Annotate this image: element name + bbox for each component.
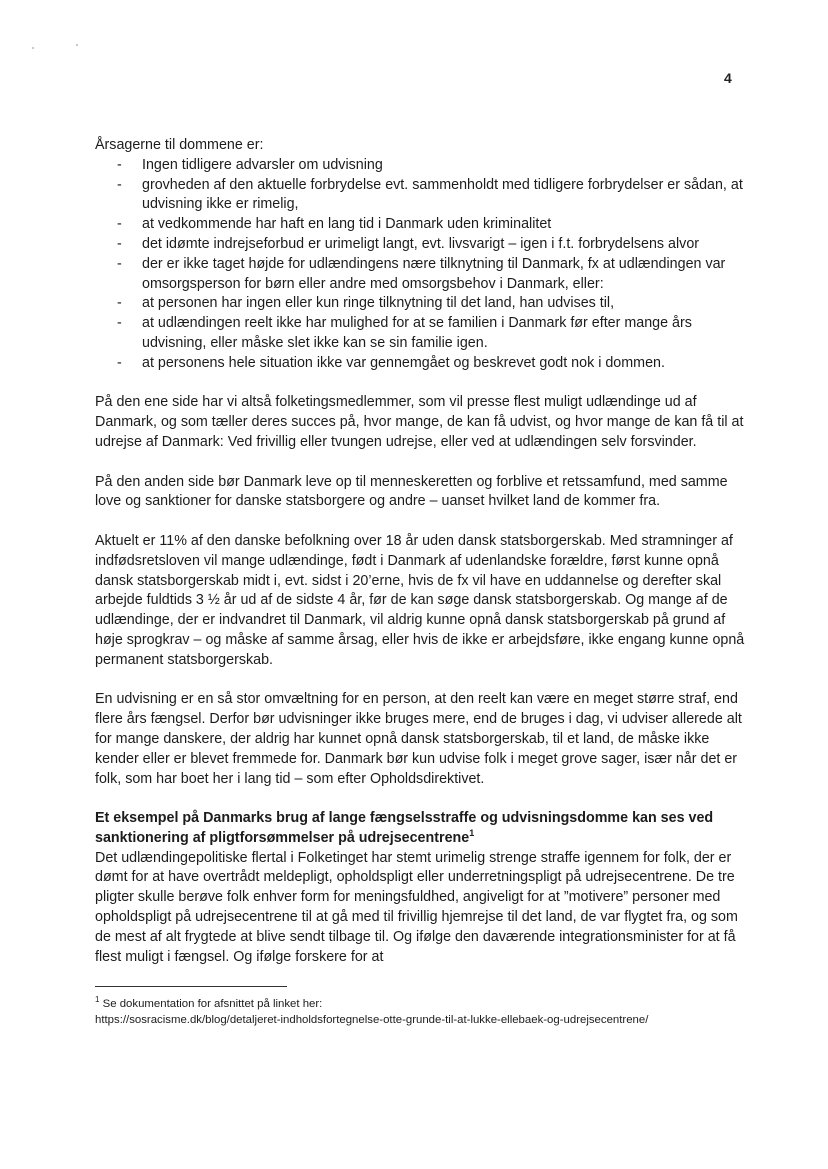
section-body: Det udlændingepolitiske flertal i Folketinget har stemt urimelig strenge straffe igennem for folk, der er dømt for at have overtrådt meldepligt, opholdspligt eller underretningspligt på udrejsecentrene. De tre pligter skulle berøve folk enhver form for meningsfuldhed, angiveligt for at ”motivere” personer med opholdspligt på udrejsecentrene til at gå med til frivillig hjemrejse til det land, de var flygtet fra, og som de mest af alt frygtede at blive sendt tilbage til. Og ifølge den daværende integrationsminister for at få flest muligt i fængsel. Og ifølge forskere for at — [95, 849, 738, 965]
scan-speck — [76, 44, 78, 46]
footnotes — [95, 996, 755, 1028]
footnote-marker: 1 — [95, 995, 100, 1005]
footnote-url[interactable]: https://sosracisme.dk/blog/detaljeret-indholdsfortegnelse-otte-grunde-til-at-lukke-ellebaek-og-udrejsecentrene/ — [95, 1014, 649, 1026]
paragraph-deportation: En udvisning er en så stor omvæltning for en person, at den reelt kan være en meget større straf, end flere års fængsel. Derfor bør udvisninger ikke bruges mere, end de bruges i dag, vi udviser allerede alt for mange danskere, der aldrig har kunnet opnå dansk statsborgerskab, til et land, de måske ikke kender eller er blevet fremmede for. Danmark bør kun udvise folk i meget grove sager, især når det er folk, som har boet her i lang tid – som efter Opholdsdirektivet. — [95, 691, 742, 787]
list-item: - at vedkommende har haft en lang tid i Danmark uden kriminalitet — [95, 215, 745, 235]
list-item: - at personen har ingen eller kun ringe tilknytning til det land, han udvises til, — [95, 294, 745, 314]
list-item: - Ingen tidligere advarsler om udvisning — [95, 156, 745, 176]
reasons-list — [95, 156, 745, 374]
paragraph-citizenship: Aktuelt er 11% af den danske befolkning over 18 år uden dansk statsborgerskab. Med stramninger af indfødsretsloven vil mange udlændinge, født i Danmark af udenlandske forældre, først kunne opnå dansk statsborgerskab midt i, evt. sidst i 20’erne, hvis de fx vil have en uddannelse og derefter skal arbejde fuldtids 3 ½ år ud af de sidste 4 år, før de kan søge dansk statsborgerskab. Og mange af de udlændinge, der er indvandret til Danmark, vil aldrig kunne opnå dansk statsborgerskab på grund af høje sprogkrav – og måske af samme årsag, eller hvis de ikke er arbejdsføre, ikke engang kunne opnå permanent statsborgerskab. — [95, 532, 745, 668]
list-item: - der er ikke taget højde for udlændingens nære tilknytning til Danmark, fx at udlændingen var omsorgsperson for børn eller andre med omsorgsbehov i Danmark, eller: — [95, 255, 745, 295]
footnote-reference[interactable]: 1 — [469, 828, 475, 839]
list-item: - at personens hele situation ikke var gennemgået og beskrevet godt nok i dommen. — [95, 354, 745, 374]
scan-speck — [32, 47, 34, 49]
footnote-line — [95, 996, 755, 1012]
footnote-divider — [95, 986, 287, 987]
paragraph-other-side: På den anden side bør Danmark leve op til menneskeretten og forblive et retssamfund, med samme love og sanktioner for danske statsborgere og andre – uanset hvilket land de kommer fra. — [95, 473, 728, 510]
paragraph-one-side: På den ene side har vi altså folketingsmedlemmer, som vil presse flest muligt udlændinge ud af Danmark, og som tæller deres succes på, hvor mange, de kan få udvist, og hvor mange de kan få til at udrejse af Danmark: Ved frivillig eller tvungen udrejse, eller ved at udlændingen selv forsvinder. — [95, 394, 744, 450]
reasons-intro: Årsagerne til dommene er: — [95, 137, 264, 153]
section-heading — [95, 809, 745, 849]
list-item: - at udlændingen reelt ikke har mulighed for at se familien i Danmark før efter mange års udvisning, eller måske slet ikke kan se sin familie igen. — [95, 314, 745, 354]
list-item: - det idømte indrejseforbud er urimeligt langt, evt. livsvarigt – igen i f.t. forbrydelsens alvor — [95, 235, 745, 255]
footnote-text: Se dokumentation for afsnittet på linket her: — [99, 998, 323, 1010]
section-heading-text: Et eksempel på Danmarks brug af lange fængselsstraffe og udvisningsdomme kan ses ved sanktionering af pligtforsømmelser på udrejsecentrene — [95, 810, 714, 846]
document-body — [95, 136, 745, 967]
page-number: 4 — [724, 70, 732, 86]
list-item: - grovheden af den aktuelle forbrydelse evt. sammenholdt med tidligere forbrydelser er sådan, at udvisning ikke er rimelig, — [95, 176, 745, 216]
